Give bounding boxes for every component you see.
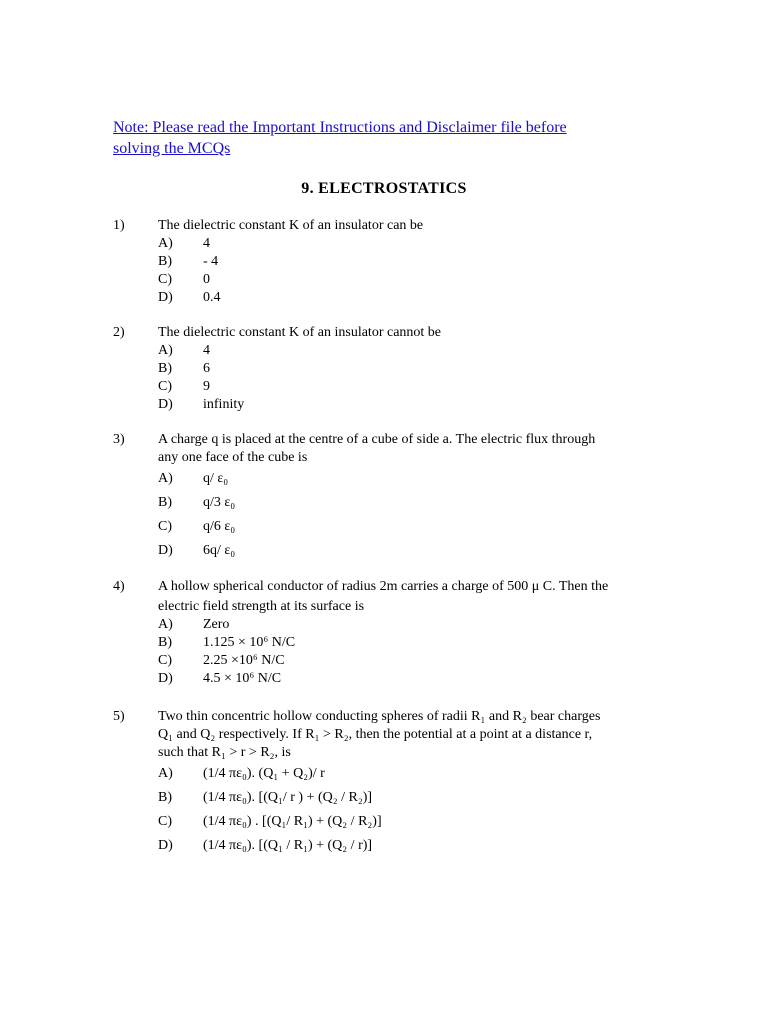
option-d	[113, 834, 673, 858]
question-text: A hollow spherical conductor of radius 2m carries a charge of 500 μ C. Then the	[158, 579, 609, 594]
option-value: Zero	[203, 617, 230, 632]
option-label: A)	[158, 236, 173, 251]
option-value: (1/4 πε₀). [(Q₁ / R₁) + (Q₂ / r)]	[203, 838, 373, 853]
option-value: 4.5 × 10⁶ N/C	[203, 671, 282, 686]
option-a	[113, 467, 673, 491]
option-label: C)	[158, 379, 172, 394]
chapter-title: 9. ELECTROSTATICS	[301, 180, 467, 197]
option-value: 0.4	[203, 290, 221, 305]
option-label: A)	[158, 766, 173, 781]
option-c	[113, 652, 673, 670]
question-text: A charge q is placed at the centre of a cube of side a. The electric flux through	[158, 432, 596, 447]
question-text-cont: Q₁ and Q₂ respectively. If R₁ > R₂, then the potential at a point at a distance r,	[158, 727, 593, 742]
option-value: q/ ε₀	[203, 471, 229, 486]
option-label: C)	[158, 653, 172, 668]
question-text: Two thin concentric hollow conducting spheres of radii R₁ and R₂ bear charges	[158, 709, 601, 724]
question-text: The dielectric constant K of an insulator can be	[158, 218, 424, 233]
option-label: C)	[158, 272, 172, 287]
option-label: B)	[158, 361, 172, 376]
option-a	[113, 342, 673, 360]
note-line-2[interactable]: solving the MCQs	[113, 140, 231, 157]
option-value: (1/4 πε₀) . [(Q₁/ R₁) + (Q₂ / R₂)]	[203, 814, 382, 829]
option-label: D)	[158, 838, 173, 853]
option-label: B)	[158, 254, 172, 269]
option-value: 9	[203, 379, 210, 394]
option-label: D)	[158, 397, 173, 412]
question-3	[113, 431, 673, 563]
option-value: 4	[203, 343, 210, 358]
option-d	[113, 539, 673, 563]
option-value: 1.125 × 10⁶ N/C	[203, 635, 296, 650]
option-b	[113, 786, 673, 810]
option-value: - 4	[203, 254, 219, 269]
option-b	[113, 491, 673, 515]
option-label: D)	[158, 543, 173, 558]
option-label: C)	[158, 519, 172, 534]
option-label: C)	[158, 814, 172, 829]
option-a	[113, 616, 673, 634]
option-value: 2.25 ×10⁶ N/C	[203, 653, 285, 668]
question-text-cont: electric field strength at its surface is	[158, 599, 365, 614]
option-c	[113, 378, 673, 396]
option-label: D)	[158, 290, 173, 305]
option-b	[113, 634, 673, 652]
option-value: 0	[203, 272, 210, 287]
option-value: 6q/ ε₀	[203, 543, 236, 558]
question-number: 5)	[113, 709, 125, 724]
instructions-note-link[interactable]	[113, 117, 633, 159]
option-value: 6	[203, 361, 210, 376]
option-label: B)	[158, 495, 172, 510]
option-label: B)	[158, 635, 172, 650]
option-b	[113, 253, 673, 271]
option-label: A)	[158, 471, 173, 486]
option-label: A)	[158, 617, 173, 632]
option-value: q/6 ε₀	[203, 519, 236, 534]
question-number: 2)	[113, 325, 125, 340]
option-d	[113, 396, 673, 414]
question-2	[113, 324, 673, 414]
question-number: 3)	[113, 432, 125, 447]
option-value: (1/4 πε₀). (Q₁ + Q₂)/ r	[203, 766, 325, 781]
question-text-cont: such that R₁ > r > R₂, is	[158, 745, 291, 760]
option-a	[113, 235, 673, 253]
option-b	[113, 360, 673, 378]
question-number: 4)	[113, 579, 125, 594]
option-value: 4	[203, 236, 210, 251]
question-number: 1)	[113, 218, 125, 233]
question-5	[113, 708, 673, 858]
option-value: q/3 ε₀	[203, 495, 236, 510]
option-a	[113, 762, 673, 786]
note-line-1[interactable]: Note: Please read the Important Instructions and Disclaimer file before	[113, 119, 567, 136]
option-c	[113, 515, 673, 539]
option-label: B)	[158, 790, 172, 805]
option-d	[113, 289, 673, 307]
option-label: A)	[158, 343, 173, 358]
question-text-cont: any one face of the cube is	[158, 450, 308, 465]
option-d	[113, 670, 673, 688]
option-c	[113, 810, 673, 834]
option-value: (1/4 πε₀). [(Q₁/ r ) + (Q₂ / R₂)]	[203, 790, 373, 805]
question-1	[113, 217, 673, 307]
question-4	[113, 578, 673, 688]
option-label: D)	[158, 671, 173, 686]
option-c	[113, 271, 673, 289]
question-text: The dielectric constant K of an insulator cannot be	[158, 325, 442, 340]
option-value: infinity	[203, 397, 245, 412]
